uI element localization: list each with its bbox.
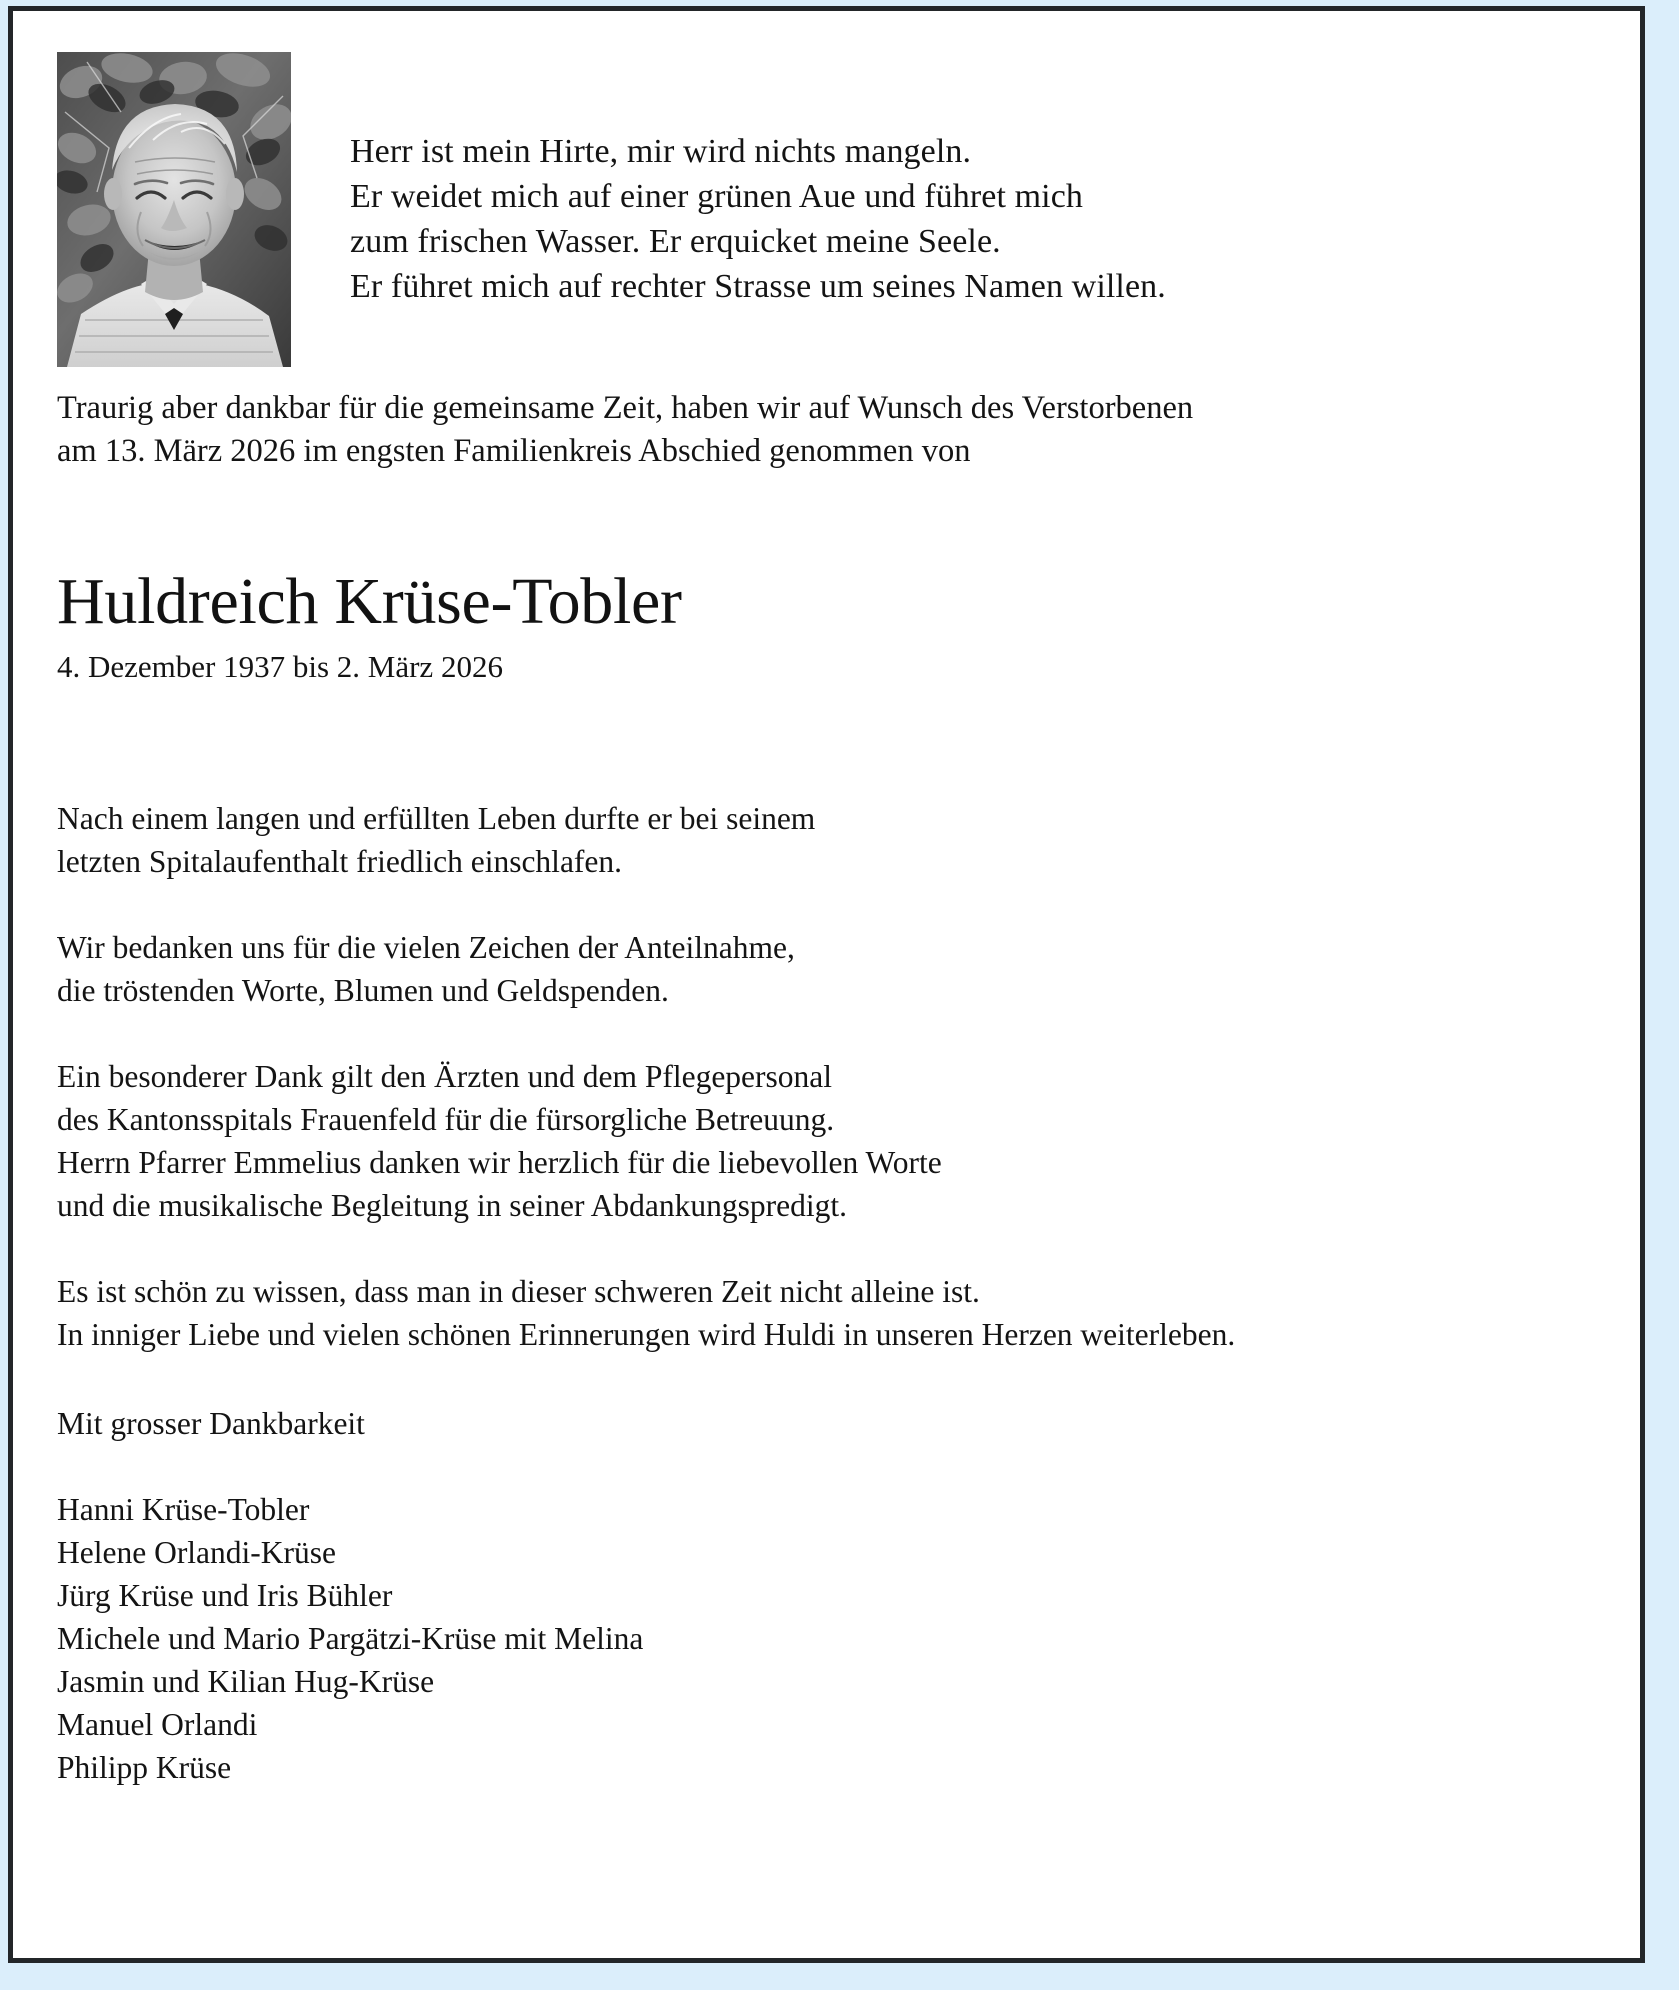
intro-paragraph — [57, 387, 1596, 473]
verse-line: Herr ist mein Hirte, mir wird nichts mangeln. — [350, 133, 972, 170]
intro-line: Traurig aber dankbar für die gemeinsame Zeit, haben wir auf Wunsch des Verstorbenen — [57, 390, 1194, 426]
family-list — [57, 1488, 1596, 1789]
family-member: Hanni Krüse-Tobler — [57, 1492, 310, 1527]
family-member: Jürg Krüse und Iris Bühler — [57, 1578, 393, 1613]
family-member: Manuel Orlandi — [57, 1707, 258, 1742]
body-paragraph — [57, 926, 1596, 1012]
body-line: Herrn Pfarrer Emmelius danken wir herzlich für die liebevollen Worte — [57, 1145, 942, 1180]
portrait-photo — [57, 52, 291, 367]
family-member: Michele und Mario Pargätzi-Krüse mit Melina — [57, 1621, 644, 1656]
body-line: Es ist schön zu wissen, dass man in dieser schweren Zeit nicht alleine ist. — [57, 1274, 980, 1309]
body-paragraph — [57, 1270, 1596, 1356]
notice-content — [13, 11, 1640, 1958]
body-line: Nach einem langen und erfüllten Leben durfte er bei seinem — [57, 801, 816, 836]
body-text — [57, 797, 1596, 1356]
body-line: Ein besonderer Dank gilt den Ärzten und dem Pflegepersonal — [57, 1059, 833, 1094]
deceased-block — [57, 565, 1596, 687]
intro-line: am 13. März 2026 im engsten Familienkreis Abschied genommen von — [57, 433, 971, 469]
body-line: In inniger Liebe und vielen schönen Erinnerungen wird Huldi in unseren Herzen weiterleben. — [57, 1317, 1236, 1352]
body-line: und die musikalische Begleitung in seiner Abdankungspredigt. — [57, 1188, 847, 1223]
verse-line: zum frischen Wasser. Er erquicket meine Seele. — [350, 223, 1001, 260]
closing-block — [57, 1402, 1596, 1789]
body-line: des Kantonsspitals Frauenfeld für die fürsorgliche Betreuung. — [57, 1102, 835, 1137]
body-paragraph — [57, 1055, 1596, 1227]
body-line: die tröstenden Worte, Blumen und Geldspenden. — [57, 973, 669, 1008]
obituary-notice-frame — [8, 6, 1645, 1963]
body-paragraph — [57, 797, 1596, 883]
deceased-dates: 4. Dezember 1937 bis 2. März 2026 — [57, 649, 503, 684]
closing-lead: Mit grosser Dankbarkeit — [57, 1406, 365, 1441]
family-member: Jasmin und Kilian Hug-Krüse — [57, 1664, 435, 1699]
verse-line: Er führet mich auf rechter Strasse um seines Namen willen. — [350, 268, 1166, 305]
verse-block — [350, 129, 1166, 309]
body-line: letzten Spitalaufenthalt friedlich einschlafen. — [57, 844, 623, 879]
family-member: Philipp Krüse — [57, 1750, 232, 1785]
body-line: Wir bedanken uns für die vielen Zeichen der Anteilnahme, — [57, 930, 795, 965]
verse-line: Er weidet mich auf einer grünen Aue und führet mich — [350, 178, 1084, 215]
family-member: Helene Orlandi-Krüse — [57, 1535, 337, 1570]
deceased-name: Huldreich Krüse-Tobler — [57, 565, 682, 638]
header-block — [57, 45, 1596, 367]
